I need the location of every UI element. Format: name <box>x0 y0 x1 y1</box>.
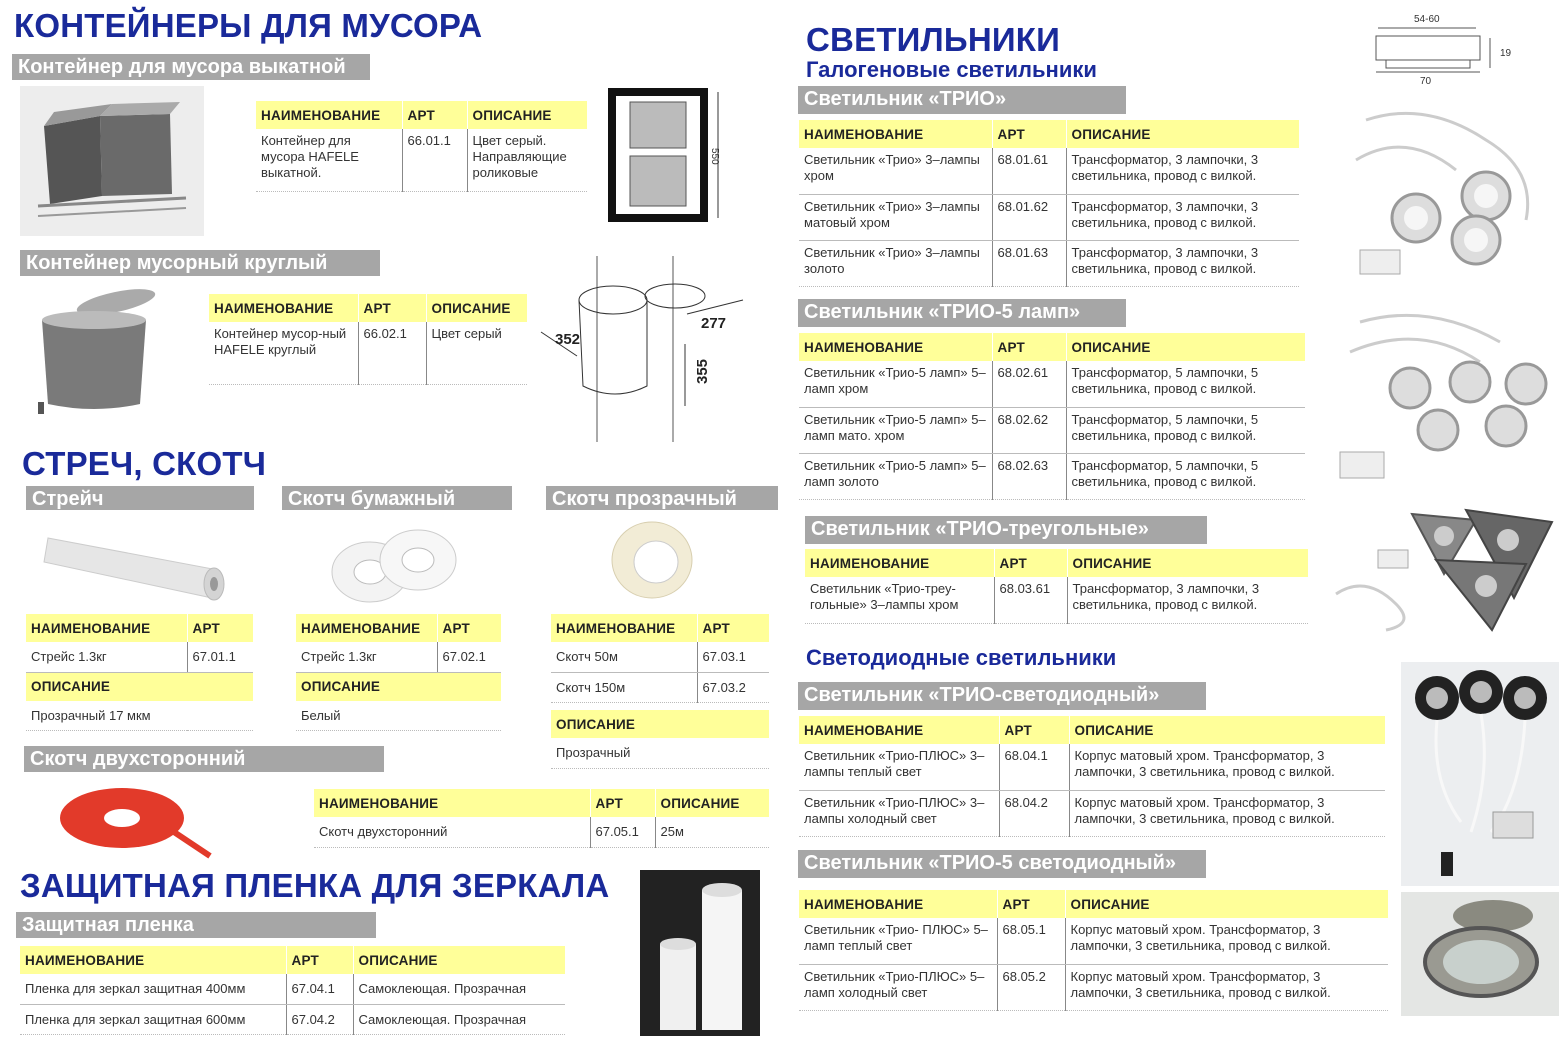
item-name: Скотч двухсторонний <box>314 817 590 847</box>
clear-tape-table <box>551 614 769 703</box>
bar-protective-film: Защитная пленка <box>16 912 376 938</box>
table-row <box>20 974 565 1004</box>
paper-tape-table <box>296 614 501 731</box>
table-row <box>799 240 1299 286</box>
col-art-header: АРТ <box>402 101 467 129</box>
title-containers: КОНТЕЙНЕРЫ ДЛЯ МУСОРА <box>14 7 483 44</box>
col-art-header: АРТ <box>997 890 1065 918</box>
col-art-header: АРТ <box>697 614 769 642</box>
col-desc-header: ОПИСАНИЕ <box>1067 549 1308 577</box>
item-art: 68.05.1 <box>997 918 1065 964</box>
bar-stretch: Стрейч <box>26 486 254 510</box>
table-row <box>26 701 253 731</box>
trio5-led-photo <box>1401 892 1559 1016</box>
item-desc: Трансформатор, 3 лампочки, 3 светильника, провод с вилкой. <box>1066 194 1299 240</box>
col-art-header: АРТ <box>999 716 1069 744</box>
table-row <box>551 738 769 768</box>
item-desc: Прозрачный <box>551 738 769 768</box>
trio5-led-table <box>799 890 1388 1011</box>
col-name-header: НАИМЕНОВАНИЕ <box>551 614 697 642</box>
subtitle-led: Светодиодные светильники <box>806 645 1117 670</box>
item-name: Контейнер мусор-ный HAFELE круглый <box>209 322 358 384</box>
trio-triangular-table <box>805 549 1308 624</box>
table-row <box>209 322 527 384</box>
item-art: 66.01.1 <box>402 129 467 191</box>
table-row <box>799 744 1385 790</box>
pullout-bin-drawing <box>604 86 730 224</box>
col-desc-header: ОПИСАНИЕ <box>26 672 253 701</box>
item-art: 68.02.61 <box>992 361 1066 407</box>
item-name: Светильник «Трио- ПЛЮС» 5–ламп теплый свет <box>799 918 997 964</box>
item-name: Светильник «Трио» 3–лампы золото <box>799 240 992 286</box>
item-name: Светильник «Трио-5 ламп» 5–ламп золото <box>799 453 992 499</box>
item-desc: Корпус матовый хром. Трансформатор, 3 лампочки, 3 светильника, провод с вилкой. <box>1069 744 1385 790</box>
table-row <box>26 642 253 672</box>
item-desc: Корпус матовый хром. Трансформатор, 3 лампочки, 3 светильника, провод с вилкой. <box>1065 918 1388 964</box>
trio-triangular-photo <box>1326 504 1556 638</box>
col-desc-header: ОПИСАНИЕ <box>296 672 501 701</box>
col-art-header: АРТ <box>992 120 1066 148</box>
subtitle-halogen: Галогеновые светильники <box>806 57 1097 82</box>
bar-trio5: Светильник «ТРИО-5 ламп» <box>798 299 1126 327</box>
item-desc: Трансформатор, 3 лампочки, 3 светильника, провод с вилкой. <box>1067 577 1308 623</box>
table-row <box>296 642 501 672</box>
table-row <box>20 1004 565 1034</box>
item-art: 67.02.1 <box>437 642 501 672</box>
dim-19: 19 <box>1500 48 1512 59</box>
item-art: 68.02.62 <box>992 407 1066 453</box>
stretch-roll-photo <box>42 518 238 608</box>
table-row <box>799 361 1305 407</box>
col-name-header: НАИМЕНОВАНИЕ <box>314 789 590 817</box>
col-art-header: АРТ <box>358 294 426 322</box>
pullout-bin-photo <box>20 86 204 236</box>
bar-paper-tape: Скотч бумажный <box>282 486 512 510</box>
col-art-header: АРТ <box>437 614 501 642</box>
col-name-header: НАИМЕНОВАНИЕ <box>799 120 992 148</box>
table-row <box>799 790 1385 836</box>
clear-tape-desc-table <box>551 710 769 769</box>
item-name: Светильник «Трио» 3–лампы матовый хром <box>799 194 992 240</box>
table-row <box>256 129 587 191</box>
round-table <box>209 294 527 385</box>
col-desc-header: ОПИСАНИЕ <box>1066 120 1299 148</box>
item-name: Контейнер для мусора HAFELE выкатной. <box>256 129 402 191</box>
item-desc: Цвет серый <box>426 322 527 384</box>
item-desc: Трансформатор, 5 лампочки, 5 светильника, провод с вилкой. <box>1066 453 1305 499</box>
col-desc-header: ОПИСАНИЕ <box>1066 333 1305 361</box>
trio-lamps-photo <box>1346 100 1556 290</box>
bar-round-container: Контейнер мусорный круглый <box>20 250 380 276</box>
item-art: 66.02.1 <box>358 322 426 384</box>
item-desc: Корпус матовый хром. Трансформатор, 3 лампочки, 3 светильника, провод с вилкой. <box>1065 964 1388 1010</box>
stretch-table <box>26 614 253 731</box>
trio5-lamps-photo <box>1330 302 1556 488</box>
double-tape-table <box>314 789 769 848</box>
col-desc-header: ОПИСАНИЕ <box>353 946 565 974</box>
item-name: Пленка для зеркал защитная 400мм <box>20 974 286 1004</box>
col-name-header: НАИМЕНОВАНИЕ <box>26 614 187 642</box>
bar-trio: Светильник «ТРИО» <box>798 86 1126 114</box>
table-row <box>314 817 769 847</box>
item-name: Светильник «Трио-треу-гольные» 3–лампы хром <box>805 577 994 623</box>
item-desc: Трансформатор, 3 лампочки, 3 светильника, провод с вилкой. <box>1066 240 1299 286</box>
pullout-table <box>256 101 587 192</box>
item-art: 67.03.1 <box>697 642 769 672</box>
double-tape-photo <box>34 780 214 860</box>
title-lamps: СВЕТИЛЬНИКИ <box>806 21 1061 58</box>
table-row <box>799 918 1388 964</box>
round-bin-drawing <box>537 256 751 442</box>
table-row <box>799 148 1299 194</box>
title-stretch-tape: СТРЕЧ, СКОТЧ <box>22 445 267 482</box>
trio-led-photo <box>1401 662 1559 886</box>
col-desc-header: ОПИСАНИЕ <box>1069 716 1385 744</box>
col-name-header: НАИМЕНОВАНИЕ <box>20 946 286 974</box>
item-art: 67.03.2 <box>697 672 769 702</box>
item-desc: Самоклеющая. Прозрачная <box>353 1004 565 1034</box>
item-desc: Корпус матовый хром. Трансформатор, 3 лампочки, 3 светильника, провод с вилкой. <box>1069 790 1385 836</box>
table-row <box>805 577 1308 623</box>
lamp-dimension-drawing <box>1366 10 1526 88</box>
item-art: 67.04.2 <box>286 1004 353 1034</box>
item-art: 68.04.2 <box>999 790 1069 836</box>
table-row <box>551 672 769 702</box>
item-name: Скотч 150м <box>551 672 697 702</box>
item-desc: Трансформатор, 5 лампочки, 5 светильника, провод с вилкой. <box>1066 407 1305 453</box>
item-name: Светильник «Трио-5 ламп» 5–ламп мато. хром <box>799 407 992 453</box>
item-desc: Прозрачный 17 мкм <box>26 701 253 731</box>
clear-tape-photo <box>606 514 696 604</box>
item-name: Скотч 50м <box>551 642 697 672</box>
item-art: 68.01.61 <box>992 148 1066 194</box>
item-art: 68.04.1 <box>999 744 1069 790</box>
item-name: Светильник «Трио-ПЛЮС» 5–ламп холодный свет <box>799 964 997 1010</box>
item-name: Светильник «Трио» 3–лампы хром <box>799 148 992 194</box>
bar-pullout-container: Контейнер для мусора выкатной <box>12 54 370 80</box>
item-desc: Трансформатор, 3 лампочки, 3 светильника, провод с вилкой. <box>1066 148 1299 194</box>
item-art: 68.01.62 <box>992 194 1066 240</box>
table-row <box>296 701 501 731</box>
col-desc-header: ОПИСАНИЕ <box>467 101 587 129</box>
col-name-header: НАИМЕНОВАНИЕ <box>296 614 437 642</box>
item-desc: Самоклеющая. Прозрачная <box>353 974 565 1004</box>
col-desc-header: ОПИСАНИЕ <box>551 710 769 738</box>
trio-led-table <box>799 716 1385 837</box>
col-name-header: НАИМЕНОВАНИЕ <box>799 716 999 744</box>
table-row <box>799 964 1388 1010</box>
dim-70: 70 <box>1420 76 1432 87</box>
item-name: Пленка для зеркал защитная 600мм <box>20 1004 286 1034</box>
bar-double-tape: Скотч двухсторонний <box>24 746 384 772</box>
trio-table <box>799 120 1299 287</box>
bar-clear-tape: Скотч прозрачный <box>546 486 778 510</box>
table-row <box>799 407 1305 453</box>
protective-film-table <box>20 946 565 1035</box>
item-art: 67.05.1 <box>590 817 655 847</box>
col-art-header: АРТ <box>994 549 1067 577</box>
item-desc: Трансформатор, 5 лампочки, 5 светильника, провод с вилкой. <box>1066 361 1305 407</box>
bar-trio5-led: Светильник «ТРИО-5 светодиодный» <box>798 850 1206 878</box>
item-art: 68.01.63 <box>992 240 1066 286</box>
item-art: 67.01.1 <box>187 642 253 672</box>
table-row <box>551 642 769 672</box>
film-rolls-photo <box>640 870 760 1036</box>
item-desc: Цвет серый. Направляющие роликовые <box>467 129 587 191</box>
item-art: 68.02.63 <box>992 453 1066 499</box>
item-name: Светильник «Трио-5 ламп» 5–ламп хром <box>799 361 992 407</box>
item-desc: 25м <box>655 817 769 847</box>
item-name: Светильник «Трио-ПЛЮС» 3–лампы теплый свет <box>799 744 999 790</box>
col-name-header: НАИМЕНОВАНИЕ <box>799 333 992 361</box>
col-name-header: НАИМЕНОВАНИЕ <box>799 890 997 918</box>
round-dim-352: 352 <box>555 331 581 348</box>
col-name-header: НАИМЕНОВАНИЕ <box>805 549 994 577</box>
round-dim-277: 277 <box>701 315 727 332</box>
item-art: 67.04.1 <box>286 974 353 1004</box>
col-desc-header: ОПИСАНИЕ <box>426 294 527 322</box>
col-desc-header: ОПИСАНИЕ <box>1065 890 1388 918</box>
item-name: Светильник «Трио-ПЛЮС» 3–лампы холодный свет <box>799 790 999 836</box>
col-art-header: АРТ <box>590 789 655 817</box>
table-row <box>799 194 1299 240</box>
round-dim-355: 355 <box>694 358 711 384</box>
col-art-header: АРТ <box>286 946 353 974</box>
col-art-header: АРТ <box>992 333 1066 361</box>
paper-tape-photo <box>324 520 464 608</box>
pullout-dim-550: 550 <box>709 148 720 165</box>
col-art-header: АРТ <box>187 614 253 642</box>
round-bin-photo <box>30 286 164 416</box>
item-desc: Белый <box>296 701 501 731</box>
bar-trio-triangular: Светильник «ТРИО-треугольные» <box>805 516 1207 544</box>
bar-trio-led: Светильник «ТРИО-светодиодный» <box>798 682 1206 710</box>
item-art: 68.05.2 <box>997 964 1065 1010</box>
item-art: 68.03.61 <box>994 577 1067 623</box>
trio5-table <box>799 333 1305 500</box>
table-row <box>799 453 1305 499</box>
title-protective-film: ЗАЩИТНАЯ ПЛЕНКА ДЛЯ ЗЕРКАЛА <box>20 867 610 904</box>
col-desc-header: ОПИСАНИЕ <box>655 789 769 817</box>
item-name: Стрейс 1.3кг <box>296 642 437 672</box>
item-name: Стрейс 1.3кг <box>26 642 187 672</box>
col-name-header: НАИМЕНОВАНИЕ <box>256 101 402 129</box>
col-name-header: НАИМЕНОВАНИЕ <box>209 294 358 322</box>
dim-54-60: 54-60 <box>1414 14 1440 25</box>
